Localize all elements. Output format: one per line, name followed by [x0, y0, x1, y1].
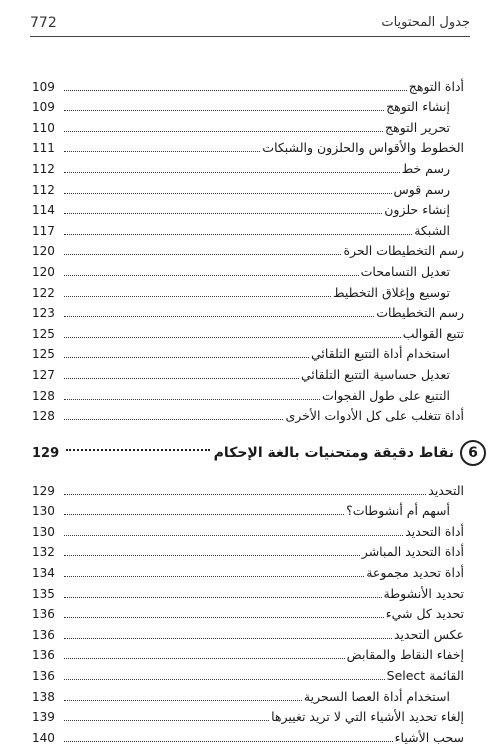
dot-leader: [64, 172, 400, 173]
toc-entry-title: توسيع وإغلاق التخطيط: [333, 284, 450, 300]
toc-entry-title: رسم التخطيطات: [376, 305, 464, 321]
dot-leader: [64, 254, 341, 255]
toc-entry: [32, 115, 464, 136]
dot-leader: [64, 679, 385, 680]
dot-leader: [64, 494, 426, 495]
dot-leader: [64, 296, 331, 297]
toc-entry: [32, 136, 464, 157]
toc-entry-title: أداة تتغلب على كل الأدوات الأخرى: [285, 408, 464, 424]
toc-entry-page: 136: [32, 669, 55, 684]
toc-entry: [32, 239, 464, 260]
dot-leader: [64, 741, 393, 742]
dot-leader: [64, 316, 374, 317]
toc-entry-page: 138: [32, 689, 55, 704]
toc-entry-title: أداة التحديد: [405, 523, 464, 539]
dot-leader: [64, 110, 384, 111]
toc-entry: [32, 499, 464, 520]
dot-leader: [64, 638, 392, 639]
toc-entry: [32, 705, 464, 726]
toc-entry-title: التتبع على طول الفجوات: [321, 387, 450, 403]
toc-entry-page: 135: [32, 586, 55, 601]
toc-entry: [32, 581, 464, 602]
toc-entry-page: 125: [32, 326, 55, 341]
page-number: 772: [30, 15, 57, 31]
dot-leader: [64, 337, 401, 338]
toc-entry-page: 110: [32, 120, 55, 135]
toc-entry-page: 125: [32, 347, 55, 362]
toc-entry-page: 109: [32, 100, 55, 115]
toc-entry-page: 136: [32, 627, 55, 642]
dot-leader: [64, 535, 403, 536]
toc-entry-page: 112: [32, 161, 55, 176]
chapter-number-badge: 6: [460, 440, 486, 466]
dot-leader: [64, 193, 392, 194]
dot-leader: [64, 700, 302, 701]
dot-leader: [64, 555, 360, 556]
toc-entry-page: 109: [32, 79, 55, 94]
toc-entry-title: إلغاء تحديد الأشياء التي لا تريد تغييرها: [271, 709, 464, 725]
toc-entry-page: 128: [32, 409, 55, 424]
toc-entry-page: 122: [32, 285, 55, 300]
toc-entry-page: 136: [32, 607, 55, 622]
toc-entry-title: إنشاء التوهج: [386, 99, 450, 115]
dot-leader: [64, 617, 384, 618]
chapter-title: نقاط دقيقة ومتحنيات بالغة الإحكام: [213, 445, 454, 462]
dot-leader: [64, 213, 382, 214]
dot-leader: [64, 514, 344, 515]
toc-entry-title: تعديل حساسية التتبع التلقائي: [300, 366, 450, 382]
dot-leader: [64, 658, 345, 659]
toc-entry: [32, 519, 464, 540]
dot-leader: [64, 151, 260, 152]
table-of-contents: [32, 74, 478, 746]
toc-entry-page: 132: [32, 545, 55, 560]
toc-section-1: [32, 74, 464, 424]
dot-leader: [64, 378, 299, 379]
toc-entry-title: إخفاء النقاط والمقابض: [346, 647, 464, 663]
toc-entry-page: 128: [32, 388, 55, 403]
toc-entry: [32, 684, 464, 705]
toc-entry: [32, 301, 464, 322]
toc-entry: [32, 404, 464, 425]
dot-leader: [64, 419, 283, 420]
toc-entry: [32, 218, 464, 239]
toc-entry: [32, 540, 464, 561]
toc-entry-title: سحب الأشياء: [394, 729, 464, 745]
toc-entry-page: 111: [32, 141, 55, 156]
toc-entry: [32, 560, 464, 581]
toc-entry: [32, 725, 464, 746]
toc-entry-page: 139: [32, 710, 55, 725]
dot-leader: [64, 131, 383, 132]
toc-entry: [32, 321, 464, 342]
toc-entry: [32, 663, 464, 684]
toc-entry-title: تتبع القوالب: [402, 325, 464, 341]
chapter-page: 129: [32, 445, 60, 461]
toc-entry: [32, 643, 464, 664]
dot-leader: [64, 576, 364, 577]
toc-entry-page: 114: [32, 203, 55, 218]
toc-entry-title: أداة تحديد مجموعة: [366, 565, 464, 581]
toc-entry-title: أسهم أم أنشوطات؟: [346, 503, 450, 519]
toc-entry: [32, 280, 464, 301]
toc-entry-title: تعديل التسامحات: [360, 263, 450, 279]
toc-entry: [32, 602, 464, 623]
toc-entry: [32, 259, 464, 280]
toc-entry-title: أداة التوهج: [408, 78, 464, 94]
toc-entry-title: تحديد كل شيء: [385, 606, 464, 622]
toc-section-2: [32, 478, 464, 746]
toc-entry-page: 136: [32, 648, 55, 663]
running-title: جدول المحتويات: [381, 15, 470, 30]
toc-entry-title: الشبكة: [414, 222, 450, 238]
toc-entry: [32, 478, 464, 499]
dot-leader: [64, 90, 407, 91]
toc-entry: [32, 342, 464, 363]
dot-leader: [64, 357, 309, 358]
toc-entry-page: 123: [32, 306, 55, 321]
dot-leader: [64, 234, 412, 235]
toc-entry-page: 117: [32, 223, 55, 238]
dot-leader: [66, 449, 210, 451]
chapter-heading: [32, 438, 478, 468]
toc-entry-title: أداة التحديد المباشر: [361, 544, 464, 560]
toc-entry-title: استخدام أداة التتبع التلقائي: [310, 346, 450, 362]
toc-entry: [32, 362, 464, 383]
toc-entry-page: 112: [32, 182, 55, 197]
toc-entry-page: 130: [32, 504, 55, 519]
dot-leader: [64, 720, 269, 721]
toc-entry: [32, 177, 464, 198]
toc-entry-title: عكس التحديد: [394, 626, 464, 642]
page-header: [30, 12, 470, 37]
toc-entry: [32, 198, 464, 219]
toc-entry-page: 130: [32, 524, 55, 539]
toc-entry-title: تحديد الأنشوطة: [383, 585, 464, 601]
toc-entry-page: 120: [32, 264, 55, 279]
dot-leader: [64, 399, 320, 400]
toc-entry-page: 120: [32, 244, 55, 259]
dot-leader: [64, 597, 382, 598]
toc-entry-title: رسم خط: [401, 160, 450, 176]
toc-entry-title: إنشاء حلزون: [384, 202, 450, 218]
toc-entry-title: رسم التخطيطات الحرة: [343, 243, 464, 259]
toc-entry-page: 140: [32, 730, 55, 745]
toc-entry: [32, 95, 464, 116]
toc-entry: [32, 156, 464, 177]
toc-entry-page: 127: [32, 367, 55, 382]
toc-entry-title: القائمة Select: [386, 668, 464, 684]
toc-entry-title: الخطوط والأقواس والحلزون والشبكات: [262, 140, 464, 156]
toc-entry-title: التحديد: [428, 482, 464, 498]
toc-entry-page: 134: [32, 566, 55, 581]
toc-entry-title: استخدام أداة العصا السحرية: [303, 688, 450, 704]
dot-leader: [64, 275, 359, 276]
toc-entry-title: تحرير التوهج: [385, 119, 450, 135]
toc-entry: [32, 74, 464, 95]
toc-entry: [32, 383, 464, 404]
toc-entry: [32, 622, 464, 643]
toc-entry-page: 129: [32, 483, 55, 498]
toc-entry-title: رسم قوس: [393, 181, 450, 197]
